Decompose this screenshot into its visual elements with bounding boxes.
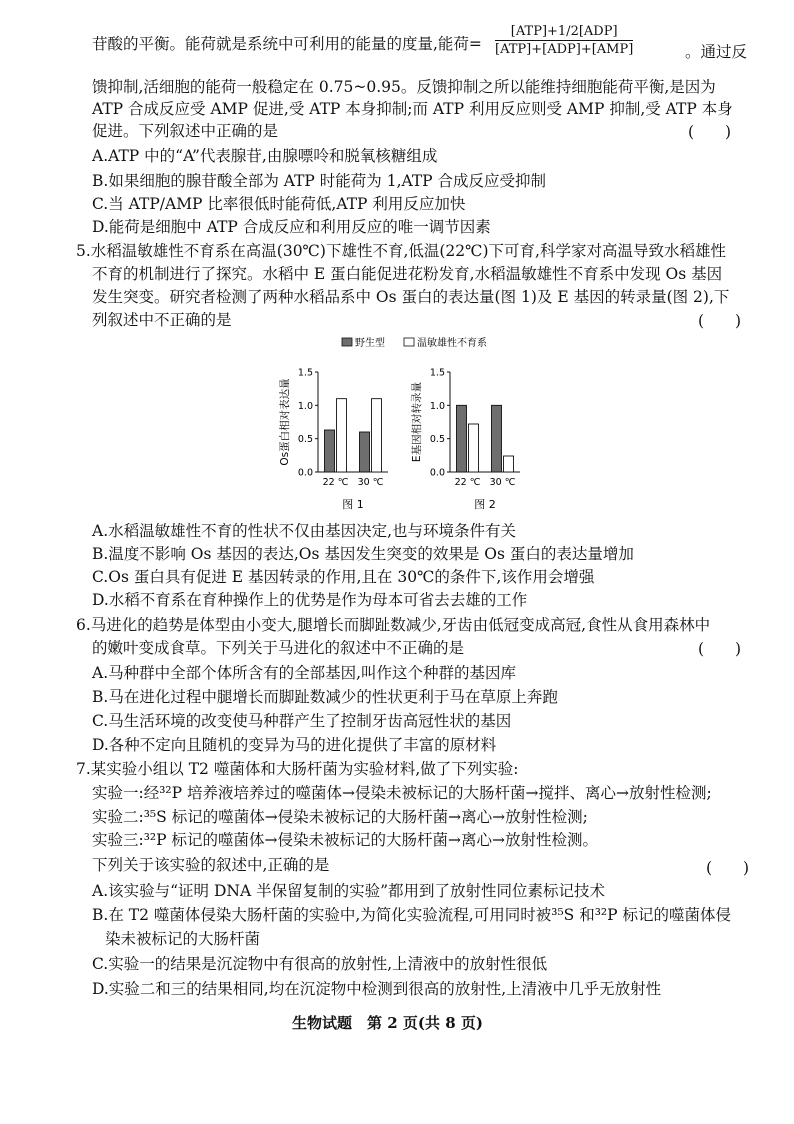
- q4-option-d: D.能荷是细胞中 ATP 合成反应和利用反应的唯一调节因素: [92, 218, 491, 236]
- q6-option-d: D.各种不定向且随机的变异为马的进化提供了丰富的原材料: [92, 736, 497, 754]
- q7-option-a: A.该实验与“证明 DNA 半保留复制的实验”都用到了放射性同位素标记技术: [92, 882, 606, 900]
- q7-experiment-1: 实验一:经³²P 培养液培养过的噬菌体→侵染未被标记的大肠杆菌→搅拌、离心→放射性检测;: [92, 784, 712, 802]
- figure-caption: 图 1: [342, 498, 364, 511]
- q7-stem-question: 下列关于该实验的叙述中,正确的是: [92, 856, 330, 874]
- formula-numerator: [ATP]+1/2[ADP]: [510, 24, 618, 39]
- y-tick-label: 0.0: [429, 467, 445, 479]
- answer-paren-q7[interactable]: ( ): [706, 859, 750, 877]
- bar-mutant-1: [337, 399, 347, 472]
- y-axis-label: E基因相对转录量: [411, 381, 423, 463]
- y-tick-label: 0.5: [429, 434, 445, 446]
- q7-stem-line-1: 7.某实验小组以 T2 噬菌体和大肠杆菌为实验材料,做了下列实验:: [76, 760, 519, 778]
- q5-stem-line-1: 5.水稻温敏雄性不育系在高温(30℃)下雄性不育,低温(22℃)下可育,科学家对高温导致水稻雄性: [76, 242, 726, 260]
- bar-wild-type-1: [325, 430, 335, 472]
- figure-1-chart: [278, 368, 388, 512]
- q4-option-b: B.如果细胞的腺苷酸全部为 ATP 时能荷为 1,ATP 合成反应受抑制: [92, 172, 547, 190]
- y-tick-label: 1.0: [429, 400, 445, 412]
- legend-label-mutant: 温敏雄性不育系: [417, 338, 487, 349]
- q7-option-d: D.实验二和三的结果相同,均在沉淀物中检测到很高的放射性,上清液中几乎无放射性: [92, 980, 662, 998]
- legend-swatch-mutant: [404, 338, 414, 346]
- q5-stem-line-4: 列叙述中不正确的是: [92, 311, 232, 329]
- x-tick-label: 30 ℃: [357, 477, 384, 488]
- q7-option-b: B.在 T2 噬菌体侵染大肠杆菌的实验中,为简化实验流程,可用同时被³⁵S 和³²P 标记的噬菌体侵: [92, 906, 731, 924]
- y-axis-label: Os蛋白相对表达量: [279, 378, 291, 466]
- y-tick-label: 0.5: [297, 434, 313, 446]
- q4-option-a: A.ATP 中的“A”代表腺苷,由腺嘌呤和脱氧核糖组成: [92, 147, 438, 165]
- figure-2-chart: [410, 368, 520, 512]
- q6-option-a: A.马种群中全部个体所含有的全部基因,叫作这个种群的基因库: [92, 664, 517, 682]
- intro-line-1b: 。通过反: [685, 43, 748, 61]
- answer-paren-q6[interactable]: ( ): [698, 640, 742, 658]
- y-tick-label: 0.0: [297, 467, 313, 479]
- q5-option-c: C.Os 蛋白具有促进 E 基因转录的作用,且在 30℃的条件下,该作用会增强: [92, 568, 595, 586]
- bar-wild-type-1: [457, 405, 467, 472]
- answer-paren-q5[interactable]: ( ): [698, 312, 742, 330]
- y-tick-label: 1.5: [429, 367, 445, 379]
- x-tick-label: 22 ℃: [322, 477, 349, 488]
- q5-option-b: B.温度不影响 Os 基因的表达,Os 基因发生突变的效果是 Os 蛋白的表达量增加: [92, 545, 634, 563]
- q5-option-d: D.水稻不育系在育种操作上的优势是作为母本可省去去雄的工作: [92, 591, 528, 609]
- bar-mutant-1: [469, 424, 479, 472]
- figure-caption: 图 2: [474, 498, 496, 511]
- q7-option-b-cont: 染未被标记的大肠杆菌: [105, 930, 261, 948]
- x-tick-label: 30 ℃: [489, 477, 516, 488]
- y-tick-label: 1.0: [297, 400, 313, 412]
- q6-stem-line-2: 的嫩叶变成食草。下列关于马进化的叙述中不正确的是: [92, 639, 465, 657]
- q6-stem-line-1: 6.马进化的趋势是体型由小变大,腿增长而脚趾数减少,牙齿由低冠变成高冠,食性从食用森林中: [76, 616, 711, 634]
- formula-denominator: [ATP]+[ADP]+[AMP]: [495, 42, 634, 57]
- y-tick-label: 1.5: [297, 367, 313, 379]
- answer-paren-q4[interactable]: ( ): [688, 123, 732, 141]
- q4-option-c: C.当 ATP/AMP 比率很低时能荷低,ATP 利用反应加快: [92, 195, 466, 213]
- intro-line-4: 促进。下列叙述中正确的是: [92, 122, 279, 140]
- q5-figures: [270, 332, 540, 512]
- page-footer: 生物试题 第 2 页(共 8 页): [292, 1014, 483, 1032]
- q5-option-a: A.水稻温敏雄性不育的性状不仅由基因决定,也与环境条件有关: [92, 522, 517, 540]
- legend-label-wild: 野生型: [355, 338, 385, 349]
- x-tick-label: 22 ℃: [454, 477, 481, 488]
- q7-experiment-2: 实验二:³⁵S 标记的噬菌体→侵染未被标记的大肠杆菌→离心→放射性检测;: [92, 808, 588, 826]
- bar-mutant-2: [372, 399, 382, 472]
- bar-mutant-2: [504, 456, 514, 472]
- bar-wild-type-2: [492, 405, 502, 472]
- q7-option-c: C.实验一的结果是沉淀物中有很高的放射性,上清液中的放射性很低: [92, 955, 548, 973]
- intro-line-3: ATP 合成反应受 AMP 促进,受 ATP 本身抑制;而 ATP 利用反应则受 AMP 抑制,受 ATP 本身: [92, 100, 733, 118]
- chart-legend: [342, 336, 487, 349]
- energy-charge-formula: [495, 24, 633, 57]
- legend-swatch-wild: [342, 338, 352, 346]
- q5-stem-line-3: 发生突变。研究者检测了两种水稻品系中 Os 蛋白的表达量(图 1)及 E 基因的转录量(图 2),下: [92, 288, 730, 306]
- q5-stem-line-2: 不育的机制进行了探究。水稻中 E 蛋白能促进花粉发育,水稻温敏雄性不育系中发现 Os 基因: [92, 265, 723, 283]
- q7-experiment-3: 实验三:³²P 标记的噬菌体→侵染未被标记的大肠杆菌→离心→放射性检测。: [92, 831, 598, 849]
- intro-line-2: 馈抑制,活细胞的能荷一般稳定在 0.75~0.95。反馈抑制之所以能维持细胞能荷平衡,是因为: [92, 78, 716, 96]
- bar-wild-type-2: [360, 432, 370, 472]
- intro-line-1a: 苷酸的平衡。能荷就是系统中可利用的能量的度量,能荷=: [92, 35, 482, 53]
- q6-option-c: C.马生活环境的改变使马种群产生了控制牙齿高冠性状的基因: [92, 712, 512, 730]
- q6-option-b: B.马在进化过程中腿增长而脚趾数减少的性状更利于马在草原上奔跑: [92, 688, 558, 706]
